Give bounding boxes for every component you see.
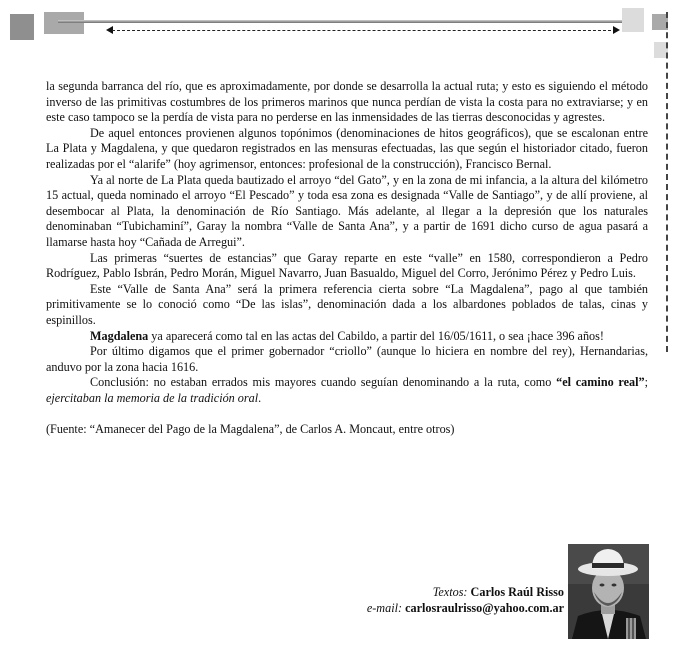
paragraph-8-mid: ; bbox=[644, 375, 648, 390]
paragraph-5: Este “Valle de Santa Ana” será la primera referencia cierta sobre “La Magdalena”, pago al que también primitivamente se lo conoció como “De las islas”, denominación dada a los albardones poblados de talas, cinas y espinillos. bbox=[46, 281, 648, 327]
paragraph-4: Las primeras “suertes de estancias” que Garay reparte en este “valle” en 1580, correspondieron a Pedro Rodríguez, Pablo Isbrán, Pedro Morán, Miguel Navarro, Juan Basualdo, Miguel del Corro, Jerónimo Pérez y Pedro Luis. bbox=[46, 250, 648, 281]
corner-square-left bbox=[10, 14, 34, 40]
author-name: Carlos Raúl Risso bbox=[470, 585, 564, 599]
header-rule bbox=[58, 20, 622, 23]
paragraph-1: la segunda barranca del río, que es aproximadamente, por donde se desarrolla la actual ruta; y esto es siguiendo el método inverso de las primitivas costumbres de los primeros marinos que nunca perdían de vista la costa para no extraviarse; y en este caso tampoco se la perdía de vista para no perderse en las inmensidades de las tierras desconocidas y agrestes. bbox=[46, 79, 648, 125]
paragraph-8 bbox=[46, 375, 648, 406]
author-email[interactable]: carlosraulrisso@yahoo.com.ar bbox=[405, 601, 564, 615]
arrow-right-icon bbox=[613, 26, 620, 34]
paragraph-8-start: Conclusión: no estaban errados mis mayores cuando seguían denominando a la ruta, como bbox=[90, 375, 557, 390]
author-portrait-icon bbox=[568, 544, 649, 639]
author-photo bbox=[568, 544, 649, 639]
email-label: e-mail: bbox=[366, 601, 403, 615]
paragraph-6 bbox=[46, 329, 648, 345]
paragraph-6-text: ya aparecerá como tal en las actas del Cabildo, a partir del 16/05/1611, o sea ¡hace 396 años! bbox=[148, 328, 604, 343]
credit-text-line bbox=[367, 584, 564, 600]
text-label: Textos: bbox=[432, 585, 468, 599]
header-block-left bbox=[44, 12, 84, 34]
credit-email-line bbox=[367, 600, 564, 616]
header-block-right bbox=[622, 8, 644, 32]
paragraph-7: Por último digamos que el primer gobernador “criollo” (aunque lo hiciera en nombre del rey), Hernandarias, anduvo por la zona hacia 1616. bbox=[46, 344, 648, 374]
paragraph-2: De aquel entonces provienen algunos topónimos (denominaciones de hitos geográficos), que se escalonan entre La Plata y Magdalena, y que quedaron registrados en las mensuras efectuadas, las que según el historiador citado, fueron realizadas por el “alarife” (hoy agrimensor, entonces: profesional de la construcción), Francisco Bernal. bbox=[46, 125, 648, 171]
paragraph-8-end: . bbox=[258, 390, 262, 405]
magdalena-bold: Magdalena bbox=[90, 328, 149, 343]
vertical-dashed-rule bbox=[666, 12, 668, 352]
paragraph-3: Ya al norte de La Plata queda bautizado el arroyo “del Gato”, y en la zona de mi infancia, a la altura del kilómetro 15 actual, queda nominado el arroyo “El Pescado” y toda esa zona es designada “Valle de Santiago”, y de allí proviene, al desembocar al Plata, la denominación de Río Santiago. Más adelante, al llegar a la depresión que los naturales denominaban “Tubichaminí”, Garay la nombra “Valle de Santa Ana”, y a partir de 1691 dicho curso de agua pasará a llamarse hasta hoy “Cañada de Arregui”. bbox=[46, 172, 648, 249]
paragraph-8-italic: ejercitaban la memoria de la tradición oral bbox=[46, 390, 259, 405]
source-note: (Fuente: “Amanecer del Pago de la Magdalena”, de Carlos A. Moncaut, entre otros) bbox=[46, 422, 455, 437]
camino-real-bold: “el camino real” bbox=[556, 375, 645, 390]
article-body bbox=[46, 79, 648, 438]
width-arrow-line bbox=[112, 30, 616, 31]
author-credits bbox=[367, 584, 564, 616]
